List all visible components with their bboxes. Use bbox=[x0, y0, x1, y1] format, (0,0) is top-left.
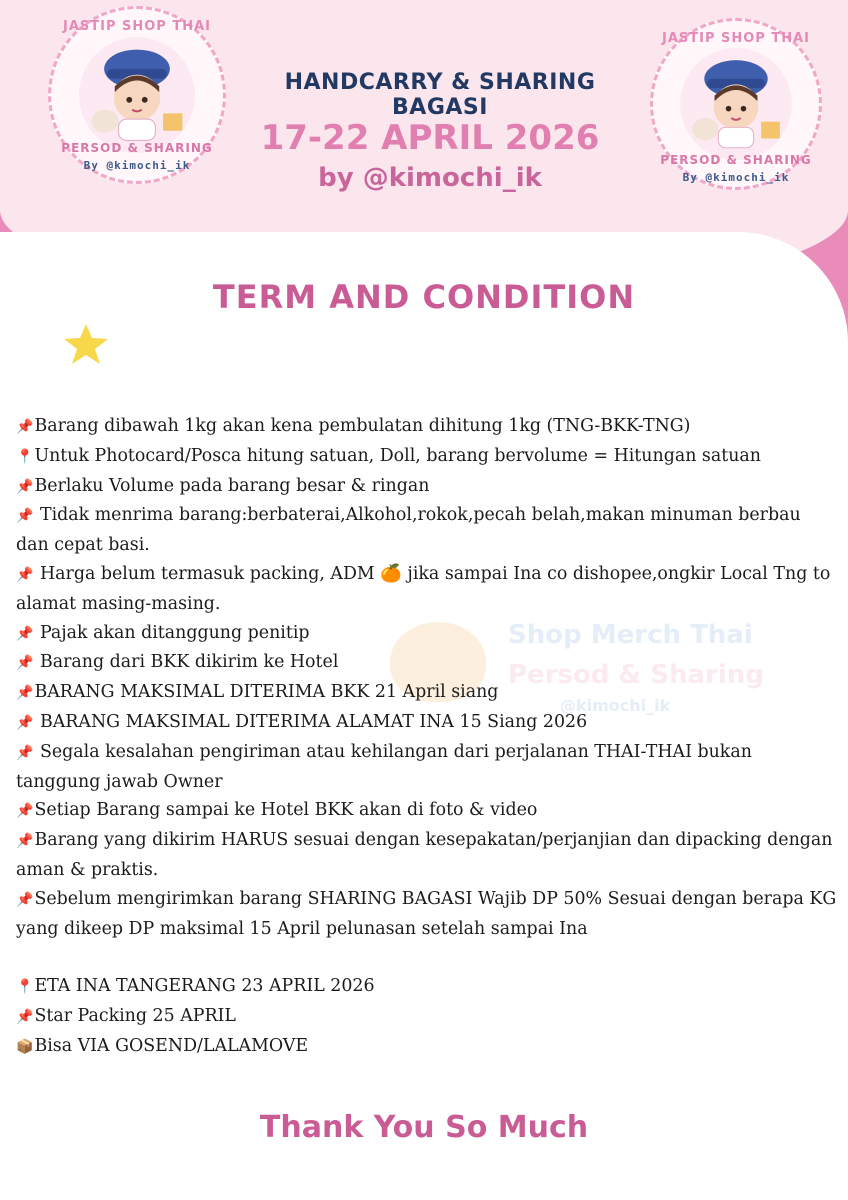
watermark-line-2: Persod & Sharing bbox=[508, 660, 764, 690]
pin-icon: 📌 bbox=[16, 833, 34, 850]
extra-item: 📍ETA INA TANGERANG 23 APRIL 2026 bbox=[16, 976, 375, 997]
term-item: 📌Barang dibawah 1kg akan kena pembulatan dihitung 1kg (TNG-BKK-TNG) bbox=[16, 416, 691, 436]
location-pin-icon: 📍 bbox=[16, 448, 34, 465]
extra-item: 📦Bisa VIA GOSEND/LALAMOVE bbox=[16, 1035, 309, 1056]
term-item: 📌Berlaku Volume pada barang besar & ringan bbox=[16, 475, 430, 496]
term-item: 📌Sebelum mengirimkan barang SHARING BAGASI Wajib DP 50% Sesuai dengan berapa KG yang dikeep DP maksimal 15 April pelunasan setelah sampai Ina bbox=[16, 888, 837, 939]
spacer bbox=[16, 943, 838, 972]
extra-item: 📌Star Packing 25 APRIL bbox=[16, 1006, 236, 1027]
logo-bottom-text: By @kimochi_ik bbox=[83, 159, 191, 172]
pin-icon: 📌 bbox=[16, 508, 34, 525]
location-pin-icon: 📍 bbox=[16, 979, 34, 996]
watermark-line-3: @kimochi_ik bbox=[560, 696, 671, 715]
mascot-illustration-icon bbox=[51, 9, 223, 181]
term-item: 📌 Pajak akan ditanggung penitip bbox=[16, 622, 310, 643]
thank-you-footer: Thank You So Much bbox=[259, 1110, 589, 1145]
logo-mid-text: PERSOD & SHARING bbox=[660, 153, 812, 167]
shop-logo-right bbox=[650, 18, 822, 190]
star-icon bbox=[62, 322, 110, 366]
logo-mid-text: PERSOD & SHARING bbox=[61, 141, 213, 155]
header-title: HANDCARRY & SHARING BAGASI bbox=[284, 70, 596, 120]
section-title: TERM AND CONDITION bbox=[212, 278, 636, 316]
term-item: 📍Untuk Photocard/Posca hitung satuan, Doll, barang bervolume = Hitungan satuan bbox=[16, 445, 761, 466]
terms-list bbox=[16, 412, 838, 1062]
logo-bottom-text: By @kimochi_ik bbox=[682, 171, 790, 184]
shop-logo-left bbox=[48, 6, 226, 184]
pin-icon: 📌 bbox=[16, 744, 34, 761]
pin-icon: 📌 bbox=[16, 1009, 34, 1026]
pin-icon: 📌 bbox=[16, 685, 34, 702]
term-item: 📌 Tidak menrima barang:berbaterai,Alkohol,rokok,pecah belah,makan minuman berbau dan cepat basi. bbox=[16, 505, 801, 556]
term-item: 📌 BARANG MAKSIMAL DITERIMA ALAMAT INA 15 Siang 2026 bbox=[16, 711, 588, 732]
logo-top-text: JASTIP SHOP THAI bbox=[661, 31, 810, 46]
pin-icon: 📌 bbox=[16, 478, 34, 495]
pin-icon: 📌 bbox=[16, 714, 34, 731]
pin-icon: 📌 bbox=[16, 803, 34, 820]
term-item: 📌 Barang dari BKK dikirim ke Hotel bbox=[16, 652, 339, 673]
pin-icon: 📌 bbox=[16, 419, 34, 435]
term-item: 📌 Harga belum termasuk packing, ADM 🍊 jika sampai Ina co dishopee,ongkir Local Tng to alamat masing-masing. bbox=[16, 563, 831, 614]
header-date: 17-22 APRIL 2026 bbox=[260, 118, 600, 158]
watermark-line-1: Shop Merch Thai bbox=[508, 620, 753, 650]
term-item: 📌BARANG MAKSIMAL DITERIMA BKK 21 April siang bbox=[16, 682, 499, 703]
logo-top-text: JASTIP SHOP THAI bbox=[62, 19, 211, 34]
header-byline: by @kimochi_ik bbox=[318, 163, 542, 193]
pin-icon: 📌 bbox=[16, 566, 34, 583]
term-item: 📌Barang yang dikirim HARUS sesuai dengan kesepakatan/perjanjian dan dipacking dengan aman & praktis. bbox=[16, 830, 833, 880]
pin-icon: 📌 bbox=[16, 625, 34, 642]
pin-icon: 📌 bbox=[16, 891, 34, 908]
package-icon: 📦 bbox=[16, 1038, 34, 1055]
term-item: 📌Setiap Barang sampai ke Hotel BKK akan di foto & video bbox=[16, 800, 538, 821]
term-item: 📌 Segala kesalahan pengiriman atau kehilangan dari perjalanan THAI-THAI bukan tanggung jawab Owner bbox=[16, 741, 752, 792]
pin-icon: 📌 bbox=[16, 655, 34, 672]
